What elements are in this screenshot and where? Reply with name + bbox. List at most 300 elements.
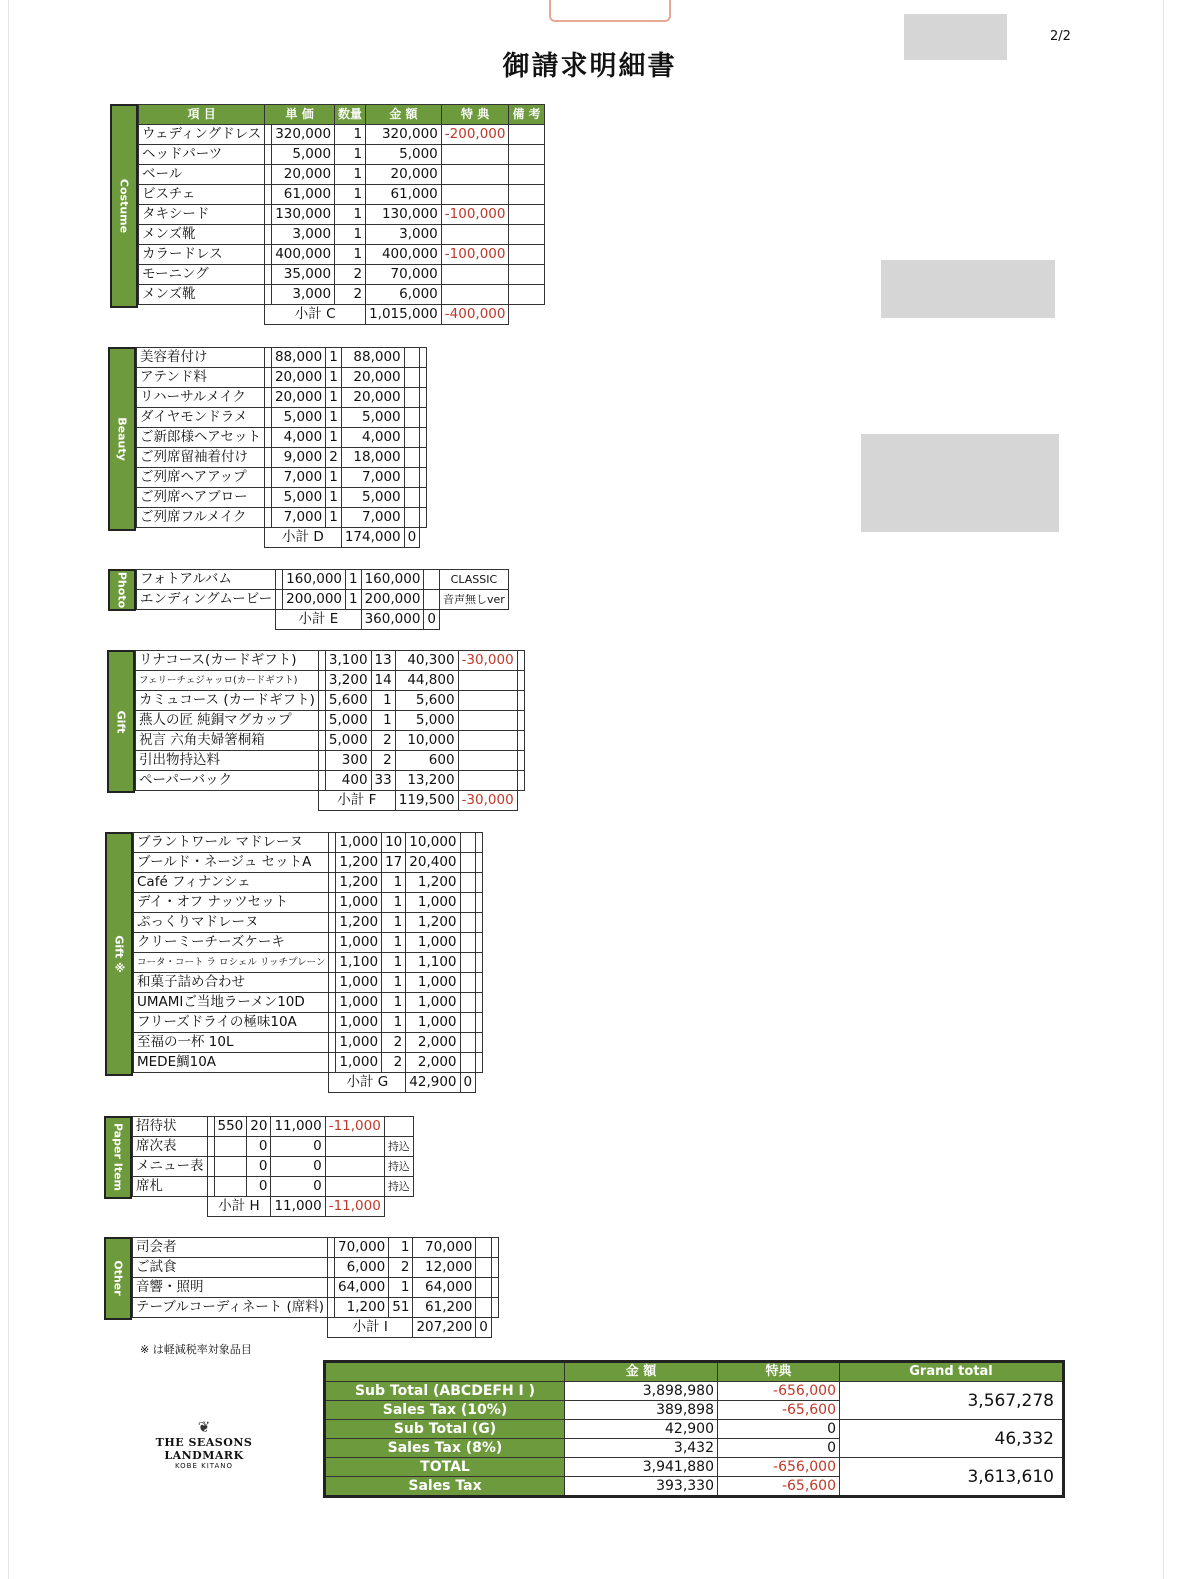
quantity: 1 (346, 590, 362, 610)
benefit (460, 953, 476, 973)
summary-label: Sales Tax (8%) (325, 1439, 565, 1458)
quantity: 1 (326, 508, 342, 528)
blank-cell (264, 428, 271, 448)
subtotal-amount: 1,015,000 (366, 305, 442, 325)
amount: 130,000 (366, 205, 442, 225)
benefit (441, 225, 509, 245)
remarks (509, 145, 544, 165)
subtotal-amount: 11,000 (271, 1197, 325, 1217)
table-row (134, 1053, 483, 1073)
section-label-bar (107, 650, 135, 793)
amount: 64,000 (413, 1278, 476, 1298)
unit-price: 5,000 (272, 145, 335, 165)
unit-price: 70,000 (335, 1238, 389, 1258)
table-row (137, 468, 427, 488)
table-row (136, 691, 525, 711)
table-row (139, 185, 545, 205)
quantity: 2 (389, 1258, 413, 1278)
spacer (476, 1073, 483, 1093)
blank-cell (264, 408, 271, 428)
remarks (420, 408, 427, 428)
item-name: ペーパーバック (136, 771, 319, 791)
item-name: リナコース(カードギフト) (136, 651, 319, 671)
blank-cell (264, 388, 271, 408)
blank-cell (265, 125, 272, 145)
blank-cell (207, 1137, 214, 1157)
remarks (491, 1278, 498, 1298)
logo-subtitle: KOBE KITANO (174, 1462, 234, 1470)
header-unit_price: 単 価 (265, 105, 335, 125)
remarks (491, 1258, 498, 1278)
quantity: 2 (382, 1053, 406, 1073)
spacer (133, 1197, 208, 1217)
quantity: 2 (382, 1033, 406, 1053)
benefit (325, 1137, 384, 1157)
blank-cell (329, 973, 336, 993)
quantity: 1 (326, 468, 342, 488)
benefit (441, 265, 509, 285)
amount: 1,100 (406, 953, 460, 973)
benefit (460, 993, 476, 1013)
summary-amount: 3,941,880 (565, 1458, 718, 1477)
quantity: 1 (335, 245, 366, 265)
item-name: ご列席ヘアアップ (137, 468, 265, 488)
section-label-bar (104, 1116, 132, 1199)
quantity: 0 (247, 1177, 271, 1197)
amount: 20,400 (406, 853, 460, 873)
unit-price: 1,200 (336, 873, 382, 893)
unit-price: 200,000 (283, 590, 346, 610)
unit-price: 61,000 (272, 185, 335, 205)
table-row (136, 711, 525, 731)
grand-total-value: 46,332 (840, 1420, 1064, 1458)
quantity: 14 (371, 671, 395, 691)
subtotal-label: 小計 C (265, 305, 366, 325)
table-row (133, 1137, 414, 1157)
blank-cell (264, 368, 271, 388)
item-name: カミュコース (カードギフト) (136, 691, 319, 711)
item-name: モーニング (139, 265, 265, 285)
item-name: ウェディングドレス (139, 125, 265, 145)
table-row (136, 771, 525, 791)
blank-cell (265, 285, 272, 305)
summary-benefit: -65,600 (718, 1477, 840, 1497)
benefit: -11,000 (325, 1117, 384, 1137)
item-name: メンズ靴 (139, 285, 265, 305)
item-name: ブールド・ネージュ セットA (134, 853, 329, 873)
benefit: -100,000 (441, 205, 509, 225)
remarks (384, 1117, 413, 1137)
benefit (441, 145, 509, 165)
unit-price: 550 (214, 1117, 247, 1137)
spacer (134, 1073, 329, 1093)
amount: 5,000 (395, 711, 458, 731)
benefit (404, 428, 420, 448)
remarks: CLASSIC (440, 570, 509, 590)
remarks (420, 468, 427, 488)
table-row (133, 1157, 414, 1177)
amount: 44,800 (395, 671, 458, 691)
blank-cell (318, 771, 325, 791)
amount: 160,000 (361, 570, 424, 590)
blank-cell (207, 1157, 214, 1177)
unit-price: 1,200 (335, 1298, 389, 1318)
table-row (137, 508, 427, 528)
subtotal-benefit: -11,000 (325, 1197, 384, 1217)
remarks (491, 1238, 498, 1258)
amount: 1,000 (406, 1013, 460, 1033)
item-name: 引出物持込料 (136, 751, 319, 771)
summary-label: Sales Tax (325, 1477, 565, 1497)
amount: 4,000 (341, 428, 404, 448)
amount: 1,000 (406, 893, 460, 913)
blank-cell (328, 1278, 335, 1298)
remarks (420, 508, 427, 528)
table-row (139, 225, 545, 245)
quantity: 1 (371, 691, 395, 711)
quantity: 1 (382, 873, 406, 893)
remarks (476, 933, 483, 953)
header-amount: 金 額 (366, 105, 442, 125)
table-row (133, 1298, 499, 1318)
benefit (460, 973, 476, 993)
item-name: タキシード (139, 205, 265, 225)
items-table (135, 650, 525, 811)
table-row (134, 853, 483, 873)
table-row (139, 165, 545, 185)
subtotal-row (134, 1073, 483, 1093)
amount: 1,000 (406, 973, 460, 993)
spacer (509, 305, 544, 325)
amount: 12,000 (413, 1258, 476, 1278)
blank-cell (318, 751, 325, 771)
unit-price: 6,000 (335, 1258, 389, 1278)
summary-label: Sub Total (G) (325, 1420, 565, 1439)
subtotal-row (136, 791, 525, 811)
blank-cell (318, 691, 325, 711)
item-name: 音響・照明 (133, 1278, 328, 1298)
remarks (509, 225, 544, 245)
quantity: 1 (382, 913, 406, 933)
item-name: ご列席ヘアブロー (137, 488, 265, 508)
benefit (404, 348, 420, 368)
item-name: フェリーチェジャッロ(カードギフト) (136, 671, 319, 691)
benefit (404, 448, 420, 468)
remarks (476, 973, 483, 993)
amount: 10,000 (406, 833, 460, 853)
spacer (420, 528, 427, 548)
item-name: エンディングムービー (137, 590, 276, 610)
item-name: ご列席フルメイク (137, 508, 265, 528)
summary-benefit: -656,000 (718, 1458, 840, 1477)
blank-cell (264, 348, 271, 368)
amount: 40,300 (395, 651, 458, 671)
logo-name: THE SEASONS LANDMARK (155, 1436, 253, 1462)
benefit (325, 1157, 384, 1177)
item-name: フォトアルバム (137, 570, 276, 590)
subtotal-label: 小計 F (318, 791, 395, 811)
spacer (139, 305, 265, 325)
table-row (133, 1177, 414, 1197)
table-row (133, 1258, 499, 1278)
unit-price: 5,000 (325, 731, 371, 751)
remarks (517, 731, 524, 751)
amount: 3,000 (366, 225, 442, 245)
redacted-box (881, 260, 1055, 318)
subtotal-benefit: -400,000 (441, 305, 509, 325)
benefit (458, 751, 517, 771)
blank-cell (264, 508, 271, 528)
items-table (136, 347, 427, 548)
amount: 5,600 (395, 691, 458, 711)
quantity: 10 (382, 833, 406, 853)
item-name: 和菓子詰め合わせ (134, 973, 329, 993)
amount: 0 (271, 1157, 325, 1177)
remarks (491, 1298, 498, 1318)
quantity: 17 (382, 853, 406, 873)
table-row (134, 873, 483, 893)
quantity: 1 (335, 145, 366, 165)
blank-cell (318, 671, 325, 691)
amount: 18,000 (341, 448, 404, 468)
remarks (420, 428, 427, 448)
quantity: 1 (382, 933, 406, 953)
amount: 1,200 (406, 913, 460, 933)
quantity: 1 (335, 205, 366, 225)
benefit (325, 1177, 384, 1197)
unit-price: 20,000 (271, 388, 325, 408)
remarks (476, 1033, 483, 1053)
table-row (134, 913, 483, 933)
amount: 320,000 (366, 125, 442, 145)
benefit (460, 893, 476, 913)
quantity: 13 (371, 651, 395, 671)
quantity: 1 (371, 711, 395, 731)
section-label-bar (108, 347, 136, 531)
blank-cell (329, 913, 336, 933)
item-name: ブラントワール マドレーヌ (134, 833, 329, 853)
unit-price: 1,000 (336, 833, 382, 853)
unit-price: 7,000 (271, 508, 325, 528)
amount: 2,000 (406, 1033, 460, 1053)
summary-benefit: -656,000 (718, 1382, 840, 1401)
table-row (137, 388, 427, 408)
blank-cell (276, 590, 283, 610)
blank-cell (265, 265, 272, 285)
items-table (138, 104, 545, 325)
benefit (458, 711, 517, 731)
quantity: 2 (335, 285, 366, 305)
summary-label: Sub Total (ABCDEFH I ) (325, 1382, 565, 1401)
quantity: 1 (335, 165, 366, 185)
benefit (404, 368, 420, 388)
unit-price: 1,000 (336, 973, 382, 993)
page-title: 御請求明細書 (502, 51, 677, 82)
remarks (517, 651, 524, 671)
amount: 10,000 (395, 731, 458, 751)
benefit: -200,000 (441, 125, 509, 145)
unit-price: 4,000 (271, 428, 325, 448)
remarks (476, 953, 483, 973)
item-name: UMAMIご当地ラーメン10D (134, 993, 329, 1013)
item-name: ご列席留袖着付け (137, 448, 265, 468)
redacted-box (861, 434, 1059, 532)
benefit (460, 1053, 476, 1073)
blank-cell (207, 1177, 214, 1197)
subtotal-label: 小計 G (329, 1073, 406, 1093)
item-name: ご試食 (133, 1258, 328, 1278)
blank-cell (265, 225, 272, 245)
item-name: ダイヤモンドラメ (137, 408, 265, 428)
blank-cell (329, 953, 336, 973)
table-row (137, 448, 427, 468)
section-label: Paper Item (111, 1123, 125, 1192)
benefit (460, 913, 476, 933)
unit-price: 1,100 (336, 953, 382, 973)
item-name: ヘッドパーツ (139, 145, 265, 165)
amount: 5,000 (341, 408, 404, 428)
summary-table (323, 1360, 1065, 1498)
section-label-bar (105, 832, 133, 1076)
amount: 88,000 (341, 348, 404, 368)
company-stamp (549, 0, 671, 22)
amount: 7,000 (341, 468, 404, 488)
summary-header-amount: 金 額 (565, 1362, 718, 1382)
remarks (509, 125, 544, 145)
subtotal-row (133, 1318, 499, 1338)
section-label: Gift ※ (112, 935, 126, 973)
amount: 20,000 (366, 165, 442, 185)
benefit (460, 833, 476, 853)
quantity: 1 (335, 225, 366, 245)
blank-cell (329, 993, 336, 1013)
summary-label: Sales Tax (10%) (325, 1401, 565, 1420)
quantity: 1 (389, 1278, 413, 1298)
blank-cell (329, 833, 336, 853)
amount: 5,000 (366, 145, 442, 165)
subtotal-benefit: 0 (460, 1073, 476, 1093)
table-row (137, 590, 509, 610)
benefit: -30,000 (458, 651, 517, 671)
unit-price: 35,000 (272, 265, 335, 285)
summary-benefit: 0 (718, 1439, 840, 1458)
summary-header-blank (325, 1362, 565, 1382)
item-name: 招待状 (133, 1117, 208, 1137)
blank-cell (328, 1258, 335, 1278)
benefit (476, 1278, 492, 1298)
benefit (460, 1013, 476, 1033)
blank-cell (329, 1033, 336, 1053)
header-qty: 数量 (335, 105, 366, 125)
table-row (136, 731, 525, 751)
benefit (460, 873, 476, 893)
unit-price: 3,000 (272, 285, 335, 305)
summary-amount: 3,432 (565, 1439, 718, 1458)
table-row (139, 285, 545, 305)
blank-cell (318, 731, 325, 751)
remarks (509, 265, 544, 285)
quantity: 1 (382, 1013, 406, 1033)
benefit (404, 388, 420, 408)
table-row (139, 205, 545, 225)
section-label-bar (104, 1237, 132, 1320)
spacer (384, 1197, 413, 1217)
remarks (420, 448, 427, 468)
subtotal-amount: 119,500 (395, 791, 458, 811)
amount: 13,200 (395, 771, 458, 791)
subtotal-row (137, 610, 509, 630)
company-logo (118, 1418, 290, 1470)
amount: 11,000 (271, 1117, 325, 1137)
item-name: ビスチェ (139, 185, 265, 205)
blank-cell (265, 165, 272, 185)
unit-price: 320,000 (272, 125, 335, 145)
quantity: 33 (371, 771, 395, 791)
blank-cell (264, 488, 271, 508)
subtotal-row (133, 1197, 414, 1217)
item-name: メニュー表 (133, 1157, 208, 1177)
amount: 20,000 (341, 368, 404, 388)
remarks (420, 368, 427, 388)
unit-price: 1,000 (336, 893, 382, 913)
benefit (441, 285, 509, 305)
unit-price: 1,000 (336, 1013, 382, 1033)
table-row (137, 570, 509, 590)
quantity: 0 (247, 1157, 271, 1177)
quantity: 1 (346, 570, 362, 590)
remarks (476, 1053, 483, 1073)
quantity: 1 (389, 1238, 413, 1258)
item-name: 至福の一杯 10L (134, 1033, 329, 1053)
remarks (509, 185, 544, 205)
subtotal-row (137, 528, 427, 548)
item-name: メンズ靴 (139, 225, 265, 245)
remarks (420, 348, 427, 368)
spacer (517, 791, 524, 811)
remarks (476, 853, 483, 873)
item-name: テーブルコーディネート (席料) (133, 1298, 328, 1318)
benefit (458, 671, 517, 691)
summary-amount: 42,900 (565, 1420, 718, 1439)
header-remarks: 備 考 (509, 105, 544, 125)
section-label: Gift (114, 710, 128, 734)
summary-amount: 389,898 (565, 1401, 718, 1420)
section-label: Other (111, 1260, 125, 1297)
benefit (458, 731, 517, 751)
quantity: 1 (335, 125, 366, 145)
quantity: 1 (335, 185, 366, 205)
quantity: 1 (382, 973, 406, 993)
blank-cell (207, 1117, 214, 1137)
unit-price: 5,000 (271, 408, 325, 428)
subtotal-amount: 360,000 (361, 610, 424, 630)
subtotal-amount: 174,000 (341, 528, 404, 548)
amount: 70,000 (413, 1238, 476, 1258)
remarks (476, 1013, 483, 1033)
benefit (458, 691, 517, 711)
table-row (134, 1013, 483, 1033)
footnote: ※ は軽減税率対象品目 (140, 1343, 252, 1356)
table-row (137, 428, 427, 448)
item-name: 祝言 六角夫婦箸桐箱 (136, 731, 319, 751)
remarks (517, 671, 524, 691)
quantity: 1 (326, 428, 342, 448)
remarks (476, 833, 483, 853)
amount: 200,000 (361, 590, 424, 610)
blank-cell (328, 1298, 335, 1318)
table-row (134, 933, 483, 953)
unit-price: 1,000 (336, 1053, 382, 1073)
